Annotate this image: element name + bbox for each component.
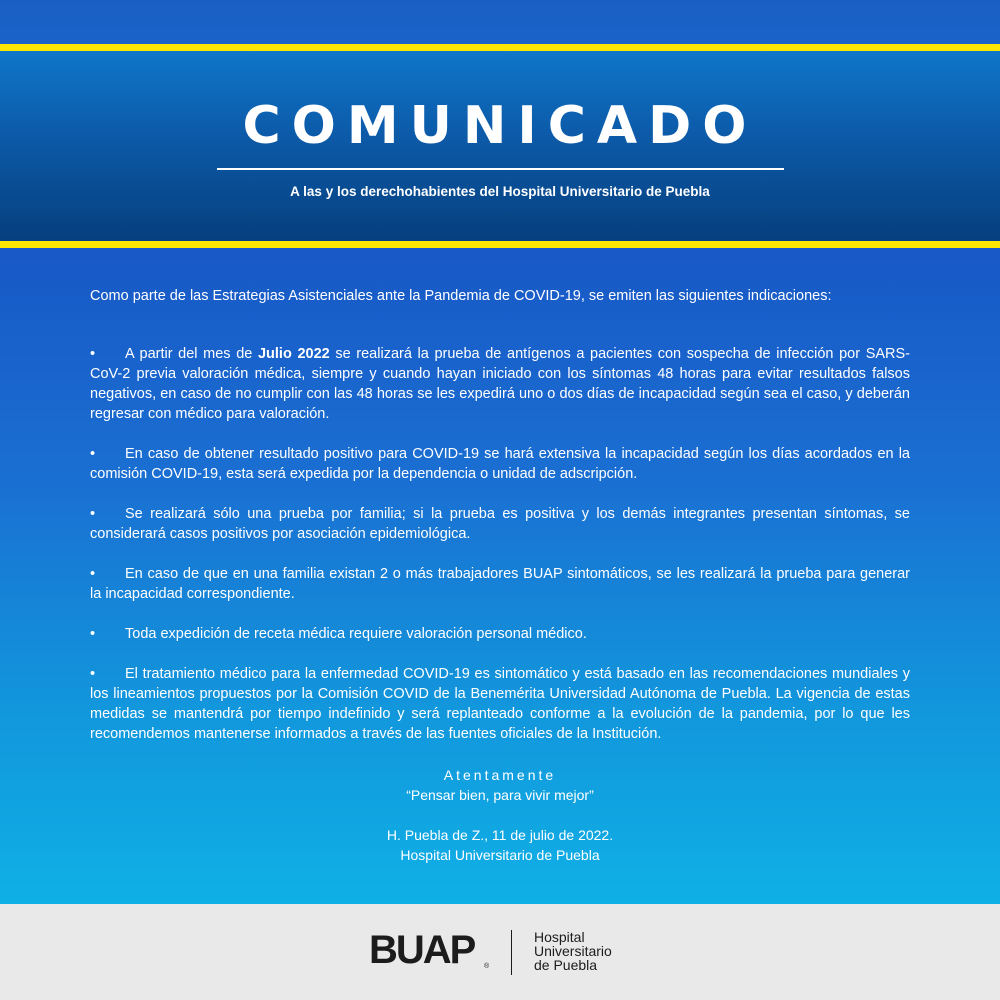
bullet-text: En caso de obtener resultado positivo para COVID-19 se hará extensiva la incapacidad según los días acordados en la comisión COVID-19, esta será expedida por la dependencia o unidad de adscripción. [90, 446, 910, 482]
registered-mark: ® [484, 963, 490, 970]
bullet-icon: • [90, 446, 96, 462]
closing-text: Atentamente [443, 767, 557, 783]
hospital-logo-text [534, 930, 612, 972]
institution-text: Hospital Universitario de Puebla [400, 847, 600, 863]
bullet-text: Se realizará sólo una prueba por familia; si la prueba es positiva y los demás integrantes presentan síntomas, se considerará casos positivos por asociación epidemiológica. [90, 506, 910, 542]
bullet-text: Toda expedición de receta médica requiere valoración personal médico. [125, 626, 587, 642]
title-underline [217, 168, 784, 170]
bullet-item [90, 344, 910, 424]
bullet-icon: • [90, 666, 96, 682]
bullet-text-bold: Julio 2022 [257, 346, 330, 362]
place-date-text: H. Puebla de Z., 11 de julio de 2022. [386, 827, 614, 843]
hospital-line-2: Universitario [534, 943, 612, 959]
bullet-text: El tratamiento médico para la enfermedad COVID-19 es sintomático y está basado en las recomendaciones mundiales y los lineamientos propuestos por la Comisión COVID de la Benemérita Universidad Autónoma de Puebla. La vigencia de estas medidas se mantendrá por tiempo indefinido y será replanteado conforme a la evolución de la pandemia, por lo que les recomendemos mantenerse informados a través de las fuentes oficiales de la Institución. [90, 666, 910, 742]
bullet-item [90, 444, 910, 484]
page-subtitle: A las y los derechohabientes del Hospital Universitario de Puebla [290, 184, 710, 199]
bullet-item [90, 624, 910, 644]
logo-divider [511, 930, 512, 975]
communique-body [90, 286, 910, 764]
bullet-text-pre: A partir del mes de [125, 346, 258, 362]
bullet-icon: • [90, 506, 96, 522]
signature-block [0, 765, 1000, 865]
bullet-icon: • [90, 626, 96, 642]
intro-paragraph: Como parte de las Estrategias Asistenciales ante la Pandemia de COVID-19, se emiten las siguientes indicaciones: [90, 288, 832, 304]
bullet-text-post: se realizará la prueba de antígenos a pacientes con sospecha de infección por SARS-CoV-2 previa valoración médica, siempre y cuando hayan iniciado con los síntomas 48 horas para evitar resultados falsos negativos, en caso de no cumplir con las 48 horas se les expedirá uno o dos días de incapacidad según sea el caso, y deberán regresar con médico para valoración. [90, 346, 911, 422]
page-title: COMUNICADO [242, 96, 758, 156]
hospital-line-3: de Puebla [534, 957, 598, 973]
yellow-stripe-bottom [0, 241, 1000, 248]
yellow-stripe-top [0, 44, 1000, 51]
bullet-icon: • [90, 346, 96, 362]
bullet-item [90, 664, 910, 744]
hospital-line-1: Hospital [534, 929, 585, 945]
motto-text: “Pensar bien, para vivir mejor” [406, 787, 594, 803]
bullet-item [90, 504, 910, 544]
spacer [0, 805, 1000, 825]
buap-logo: BUAP [369, 928, 475, 972]
footer-bar [0, 904, 1000, 1000]
bullet-icon: • [90, 566, 96, 582]
bullet-item [90, 564, 910, 604]
bullet-text: En caso de que en una familia existan 2 o más trabajadores BUAP sintomáticos, se les realizará la prueba para generar la incapacidad correspondiente. [90, 566, 910, 602]
top-band [0, 0, 1000, 46]
